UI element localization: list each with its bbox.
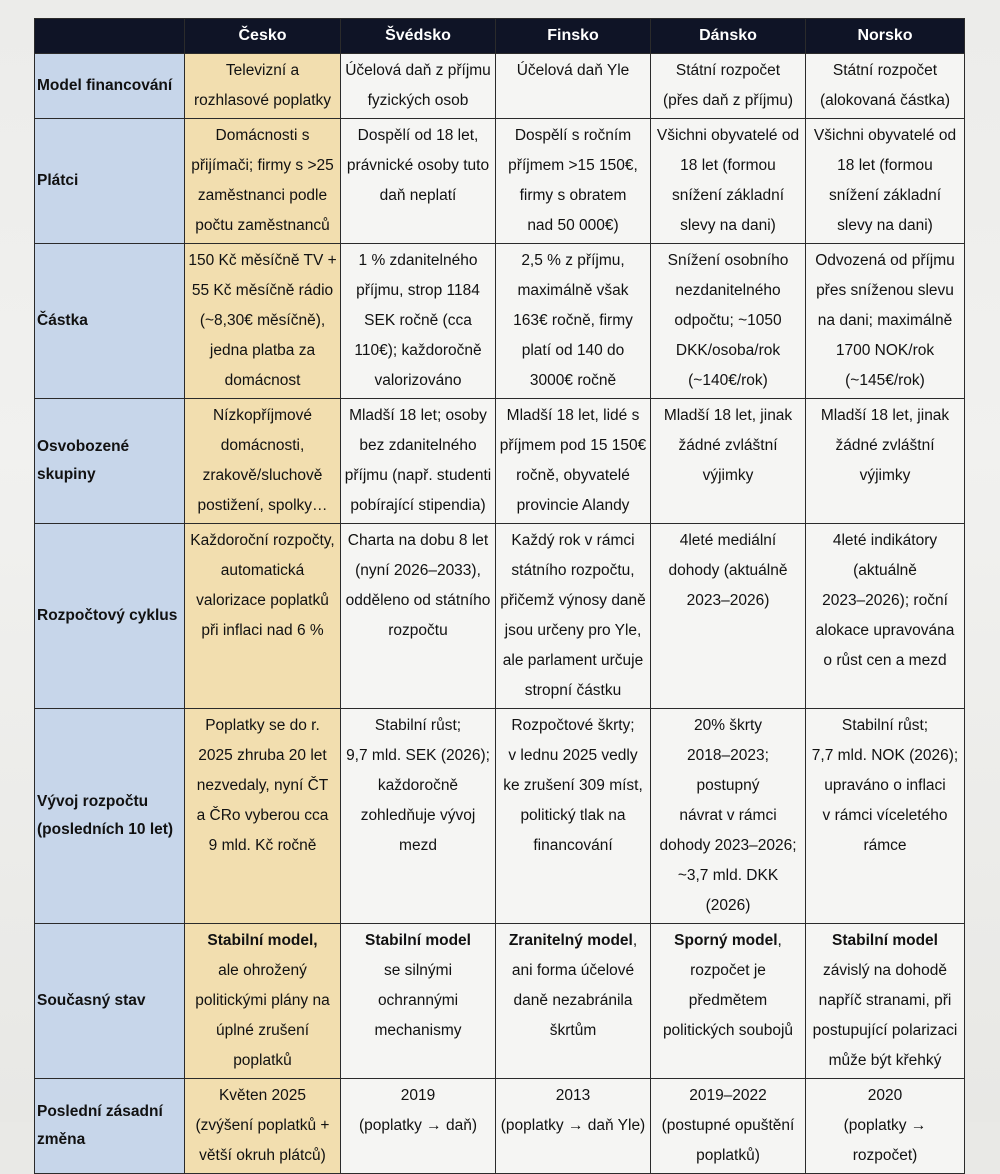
cell-svedsko: Charta na dobu 8 let (nyní 2026–2033), odděleno od státního rozpočtu xyxy=(341,524,496,709)
cell-norsko: Všichni obyvatelé od 18 let (formou snížení základní slevy na dani) xyxy=(806,119,965,244)
cell-cesko: Nízkopříjmové domácnosti, zrakově/sluchově postižení, spolky… xyxy=(185,399,341,524)
cell-rest-text: , ani forma účelové daně nezabránila škrtům xyxy=(511,932,638,1039)
header-country-norsko: Norsko xyxy=(806,19,965,54)
row-label: Částka xyxy=(35,244,185,399)
cell-dansko xyxy=(651,924,806,1079)
row-label: Vývoj rozpočtu (posledních 10 let) xyxy=(35,709,185,924)
comparison-table xyxy=(34,18,965,1174)
cell-svedsko: 1 % zdanitelného příjmu, strop 1184 SEK ročně (cca 110€); každoročně valorizováno xyxy=(341,244,496,399)
row-label: Současný stav xyxy=(35,924,185,1079)
row-label: Osvobozené skupiny xyxy=(35,399,185,524)
cell-cesko: Domácnosti s přijímači; firmy s >25 zaměstnanci podle počtu zaměstnanců xyxy=(185,119,341,244)
cell-norsko: Mladší 18 let, jinak žádné zvláštní výjimky xyxy=(806,399,965,524)
row-label: Model financování xyxy=(35,54,185,119)
cell-finsko xyxy=(496,924,651,1079)
cell-rest-text: se silnými ochrannými mechanismy xyxy=(374,962,462,1039)
cell-dansko: Snížení osobního nezdanitelného odpočtu; ~1050 DKK/osoba/rok (~140€/rok) xyxy=(651,244,806,399)
cell-finsko: Každý rok v rámci státního rozpočtu, přičemž výnosy daně jsou určeny pro Yle, ale parlament určuje stropní částku xyxy=(496,524,651,709)
header-corner xyxy=(35,19,185,54)
cell-finsko: 2013 (poplatky → daň Yle) xyxy=(496,1079,651,1174)
row-osvobozene-skupiny xyxy=(35,399,965,524)
cell-norsko: 2020 (poplatky → rozpočet) xyxy=(806,1079,965,1174)
row-label: Plátci xyxy=(35,119,185,244)
cell-finsko: Dospělí s ročním příjmem >15 150€, firmy s obratem nad 50 000€) xyxy=(496,119,651,244)
row-rozpoctovy-cyklus xyxy=(35,524,965,709)
cell-svedsko: Mladší 18 let; osoby bez zdanitelného příjmu (např. studenti pobírající stipendia) xyxy=(341,399,496,524)
cell-dansko: 2019–2022 (postupné opuštění poplatků) xyxy=(651,1079,806,1174)
cell-cesko: Poplatky se do r. 2025 zhruba 20 let nezvedaly, nyní ČT a ČRo vyberou cca 9 mld. Kč ročně xyxy=(185,709,341,924)
cell-norsko xyxy=(806,924,965,1079)
cell-finsko: Rozpočtové škrty; v lednu 2025 vedly ke zrušení 309 míst, politický tlak na financování xyxy=(496,709,651,924)
cell-bold-lead: Stabilní model xyxy=(832,932,938,949)
cell-finsko: 2,5 % z příjmu, maximálně však 163€ ročně, firmy platí od 140 do 3000€ ročně xyxy=(496,244,651,399)
cell-finsko: Účelová daň Yle xyxy=(496,54,651,119)
cell-dansko: 4leté mediální dohody (aktuálně 2023–2026) xyxy=(651,524,806,709)
cell-dansko: Mladší 18 let, jinak žádné zvláštní výjimky xyxy=(651,399,806,524)
row-label: Rozpočtový cyklus xyxy=(35,524,185,709)
row-label: Poslední zásadní změna xyxy=(35,1079,185,1174)
cell-rest-text: závislý na dohodě napříč stranami, při postupující polarizaci může být křehký xyxy=(812,962,958,1069)
cell-bold-lead: Stabilní model, xyxy=(207,932,318,949)
cell-svedsko: Stabilní růst; 9,7 mld. SEK (2026); každoročně zohledňuje vývoj mezd xyxy=(341,709,496,924)
cell-norsko: 4leté indikátory (aktuálně 2023–2026); roční alokace upravována o růst cen a mezd xyxy=(806,524,965,709)
cell-dansko: 20% škrty 2018–2023; postupný návrat v rámci dohody 2023–2026; ~3,7 mld. DKK (2026) xyxy=(651,709,806,924)
cell-norsko: Státní rozpočet (alokovaná částka) xyxy=(806,54,965,119)
cell-bold-lead: Stabilní model xyxy=(365,932,471,949)
cell-cesko: Květen 2025 (zvýšení poplatků + větší okruh plátců) xyxy=(185,1079,341,1174)
cell-svedsko: Dospělí od 18 let, právnické osoby tuto daň neplatí xyxy=(341,119,496,244)
row-vyvoj-rozpoctu xyxy=(35,709,965,924)
cell-cesko: 150 Kč měsíčně TV + 55 Kč měsíčně rádio (~8,30€ měsíčně), jedna platba za domácnost xyxy=(185,244,341,399)
cell-cesko: Každoroční rozpočty, automatická valorizace poplatků při inflaci nad 6 % xyxy=(185,524,341,709)
row-soucasny-stav xyxy=(35,924,965,1079)
cell-bold-lead: Sporný model xyxy=(674,932,778,949)
header-country-cesko: Česko xyxy=(185,19,341,54)
cell-norsko: Stabilní růst; 7,7 mld. NOK (2026); upraváno o inflaci v rámci víceletého rámce xyxy=(806,709,965,924)
cell-dansko: Všichni obyvatelé od 18 let (formou snížení základní slevy na dani) xyxy=(651,119,806,244)
cell-dansko: Státní rozpočet (přes daň z příjmu) xyxy=(651,54,806,119)
row-platci xyxy=(35,119,965,244)
cell-norsko: Odvozená od příjmu přes sníženou slevu na dani; maximálně 1700 NOK/rok (~145€/rok) xyxy=(806,244,965,399)
cell-svedsko xyxy=(341,924,496,1079)
row-castka xyxy=(35,244,965,399)
cell-svedsko: Účelová daň z příjmu fyzických osob xyxy=(341,54,496,119)
cell-rest-text: , rozpočet je předmětem politických soubojů xyxy=(662,932,794,1039)
cell-svedsko: 2019 (poplatky → daň) xyxy=(341,1079,496,1174)
row-model-financovani xyxy=(35,54,965,119)
row-posledni-zasadni-zmena xyxy=(35,1079,965,1174)
cell-bold-lead: Zranitelný model xyxy=(508,932,633,949)
header-country-svedsko: Švédsko xyxy=(341,19,496,54)
cell-cesko: Televizní a rozhlasové poplatky xyxy=(185,54,341,119)
header-country-finsko: Finsko xyxy=(496,19,651,54)
cell-finsko: Mladší 18 let, lidé s příjmem pod 15 150€ ročně, obyvatelé provincie Alandy xyxy=(496,399,651,524)
header-row xyxy=(35,19,965,54)
cell-cesko xyxy=(185,924,341,1079)
header-country-dansko: Dánsko xyxy=(651,19,806,54)
cell-rest-text: ale ohrožený politickými plány na úplné zrušení poplatků xyxy=(195,962,330,1069)
